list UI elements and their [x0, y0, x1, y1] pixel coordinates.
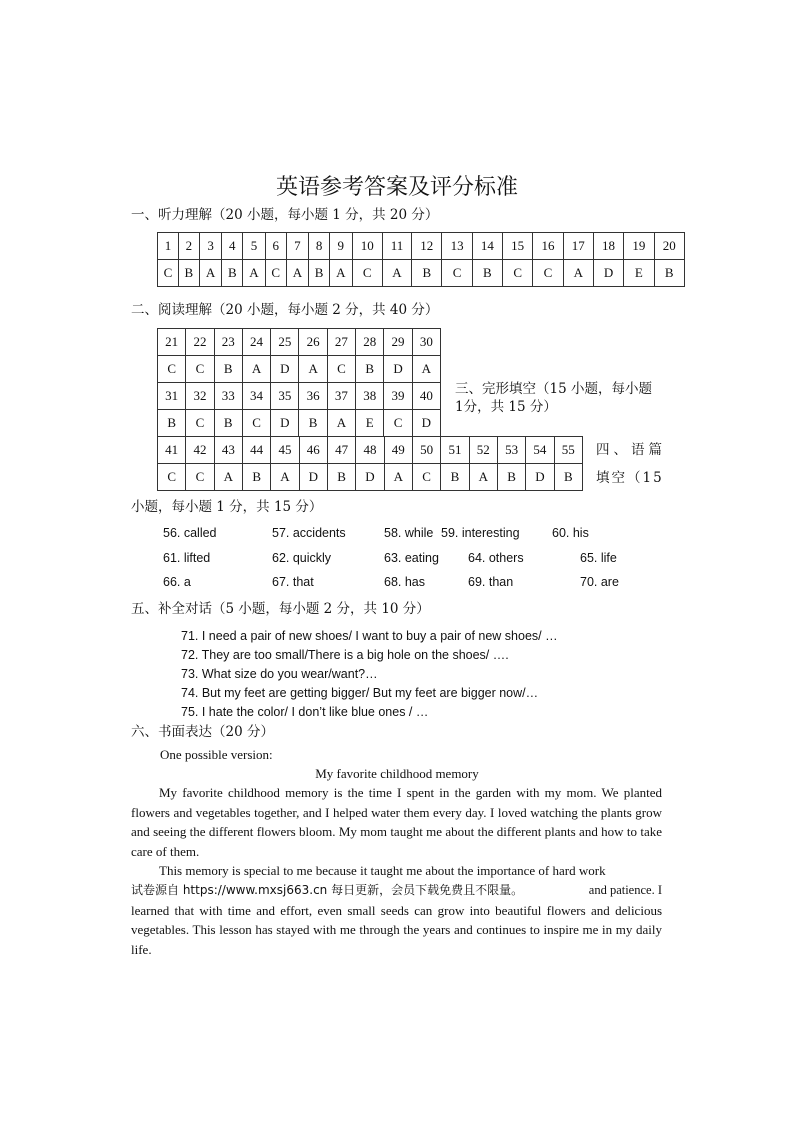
- answer-cell: 20: [654, 233, 685, 260]
- answer-cell: E: [356, 410, 384, 437]
- answer-cell: A: [330, 260, 352, 287]
- essay-paragraph-2-rest: learned that with time and effort, even small seeds can grow into beautiful flowers and delicious vegetables. This lesson has stayed with me through the years and continues to inspire me in my daily life.: [131, 902, 662, 957]
- cloze-answer-item: 69. than: [468, 575, 514, 589]
- answer-cell: D: [593, 260, 623, 287]
- answer-cell: D: [412, 410, 440, 437]
- answer-cell: 33: [214, 383, 242, 410]
- answer-cell: 49: [384, 437, 412, 464]
- answer-cell: B: [497, 464, 525, 491]
- answer-cell: C: [265, 260, 286, 287]
- answer-cell: 54: [526, 437, 554, 464]
- listening-answer-table: [157, 232, 685, 287]
- answer-cell: 55: [554, 437, 582, 464]
- reading-answer-table: [157, 328, 441, 437]
- answer-cell: D: [299, 464, 327, 491]
- answer-cell: 48: [356, 437, 384, 464]
- answer-cell: D: [356, 464, 384, 491]
- answer-cell: 38: [356, 383, 384, 410]
- answer-cell: 25: [271, 329, 299, 356]
- answer-cell: 21: [158, 329, 186, 356]
- answer-cell: B: [412, 260, 442, 287]
- answer-cell: 1: [158, 233, 179, 260]
- answer-cell: C: [158, 260, 179, 287]
- answer-cell: 3: [199, 233, 221, 260]
- section4-heading-part2: 填空（15: [596, 470, 664, 486]
- answer-cell: 46: [299, 437, 327, 464]
- cloze-answer-item: 65. life: [580, 551, 617, 565]
- cloze-answer-item: 61. lifted: [163, 551, 211, 565]
- answer-cell: A: [286, 260, 308, 287]
- answer-cell: 9: [330, 233, 352, 260]
- answer-cell: 29: [384, 329, 412, 356]
- dialogue-answer-71: 71. I need a pair of new shoes/ I want to buy a pair of new shoes/ …: [181, 629, 558, 643]
- answer-cell: C: [186, 410, 214, 437]
- answer-cell: A: [199, 260, 221, 287]
- cloze-answer-item: 58. while: [384, 526, 434, 540]
- answer-cell: 26: [299, 329, 327, 356]
- section2-heading: 二、阅读理解（20 小题，每小题 2 分，共 40 分）: [131, 302, 439, 318]
- answer-cell: B: [178, 260, 199, 287]
- cloze-answer-item: 63. eating: [384, 551, 439, 565]
- section1-heading: 一、听力理解（20 小题，每小题 1 分，共 20 分）: [131, 207, 439, 223]
- cloze-answer-item: 60. his: [552, 526, 589, 540]
- essay-paragraph-2-line-1: This memory is special to me because it taught me about the importance of hard work: [159, 863, 606, 878]
- answer-cell: 32: [186, 383, 214, 410]
- answer-cell: 41: [158, 437, 186, 464]
- answer-cell: D: [271, 356, 299, 383]
- answer-cell: 50: [412, 437, 440, 464]
- answer-cell: B: [554, 464, 582, 491]
- dialogue-answer-72: 72. They are too small/There is a big hole on the shoes/ ….: [181, 648, 509, 662]
- answer-cell: B: [214, 356, 242, 383]
- answer-cell: B: [242, 464, 270, 491]
- answer-cell: 43: [214, 437, 242, 464]
- answer-cell: B: [327, 464, 355, 491]
- answer-cell: 4: [222, 233, 243, 260]
- answer-cell: B: [472, 260, 502, 287]
- answer-cell: B: [441, 464, 469, 491]
- answer-cell: A: [384, 464, 412, 491]
- cloze-answer-item: 59. interesting: [441, 526, 520, 540]
- answer-cell: 24: [242, 329, 270, 356]
- answer-cell: 10: [352, 233, 382, 260]
- answer-cell: 45: [271, 437, 299, 464]
- answer-cell: 17: [563, 233, 593, 260]
- answer-cell: C: [186, 464, 214, 491]
- answer-cell: A: [299, 356, 327, 383]
- answer-cell: 31: [158, 383, 186, 410]
- answer-cell: C: [242, 410, 270, 437]
- answer-cell: A: [412, 356, 440, 383]
- dialogue-answer-74: 74. But my feet are getting bigger/ But my feet are bigger now/…: [181, 686, 539, 700]
- section6-heading: 六、书面表达（20 分）: [131, 724, 274, 740]
- essay-paragraph-2-continuation: and patience. I: [588, 882, 662, 897]
- answer-cell: A: [243, 260, 265, 287]
- answer-cell: 35: [271, 383, 299, 410]
- answer-cell: 11: [382, 233, 411, 260]
- answer-cell: B: [356, 356, 384, 383]
- answer-cell: 13: [442, 233, 472, 260]
- cloze-answer-item: 56. called: [163, 526, 217, 540]
- section4-heading-part3: 小题，每小题 1 分，共 15 分）: [131, 499, 323, 515]
- essay-title: My favorite childhood memory: [315, 766, 479, 781]
- answer-cell: A: [327, 410, 355, 437]
- answer-cell: 16: [533, 233, 563, 260]
- answer-cell: 47: [327, 437, 355, 464]
- answer-cell: 51: [441, 437, 469, 464]
- answer-cell: B: [222, 260, 243, 287]
- essay-paragraph-1: My favorite childhood memory is the time I spent in the garden with my mom. We planted flowers and vegetables together, and I helped water them every day. I loved watching the plants grow and seeing the different flowers bloom. My mom taught me about the different plants and how to take care of them.: [131, 785, 662, 859]
- answer-cell: D: [384, 356, 412, 383]
- dialogue-answer-75: 75. I hate the color/ I don’t like blue ones / …: [181, 705, 429, 719]
- section5-heading: 五、补全对话（5 小题，每小题 2 分，共 10 分）: [131, 601, 430, 617]
- cloze-answer-item: 68. has: [384, 575, 426, 589]
- cloze-answer-item: 67. that: [272, 575, 314, 589]
- answer-cell: 8: [309, 233, 330, 260]
- dialogue-answer-73: 73. What size do you wear/want?…: [181, 667, 378, 681]
- answer-cell: C: [327, 356, 355, 383]
- section3-heading-line1: 三、完形填空（15 小题，每小题: [455, 381, 652, 397]
- answer-cell: 22: [186, 329, 214, 356]
- answer-cell: 37: [327, 383, 355, 410]
- answer-cell: 6: [265, 233, 286, 260]
- answer-cell: A: [242, 356, 270, 383]
- watermark-text: 试卷源自 https://www.mxsj663.cn 每日更新，会员下载免费且不限量。: [131, 882, 524, 897]
- answer-cell: C: [442, 260, 472, 287]
- answer-cell: A: [469, 464, 497, 491]
- cloze-answer-item: 62. quickly: [272, 551, 332, 565]
- answer-cell: C: [384, 410, 412, 437]
- section3-heading-line2: 1分，共 15 分）: [455, 399, 557, 415]
- answer-cell: 5: [243, 233, 265, 260]
- page-title: 英语参考答案及评分标准: [275, 175, 518, 200]
- answer-cell: 2: [178, 233, 199, 260]
- answer-cell: A: [271, 464, 299, 491]
- answer-cell: 36: [299, 383, 327, 410]
- answer-cell: 34: [242, 383, 270, 410]
- cloze-answer-table: [157, 436, 583, 491]
- answer-cell: 18: [593, 233, 623, 260]
- answer-cell: C: [352, 260, 382, 287]
- answer-cell: B: [214, 410, 242, 437]
- answer-cell: 40: [412, 383, 440, 410]
- answer-cell: 14: [472, 233, 502, 260]
- answer-cell: C: [412, 464, 440, 491]
- answer-cell: 23: [214, 329, 242, 356]
- answer-cell: C: [533, 260, 563, 287]
- answer-cell: 30: [412, 329, 440, 356]
- answer-cell: C: [158, 356, 186, 383]
- answer-cell: 7: [286, 233, 308, 260]
- answer-cell: B: [309, 260, 330, 287]
- answer-cell: 15: [503, 233, 533, 260]
- essay-watermark-line: [131, 881, 662, 901]
- answer-cell: 27: [327, 329, 355, 356]
- section4-heading-part1: 四、语篇: [596, 442, 666, 458]
- answer-cell: D: [271, 410, 299, 437]
- answer-cell: 28: [356, 329, 384, 356]
- answer-cell: D: [526, 464, 554, 491]
- answer-cell: A: [563, 260, 593, 287]
- cloze-answer-item: 57. accidents: [272, 526, 346, 540]
- answer-cell: 53: [497, 437, 525, 464]
- essay-body: [131, 783, 662, 959]
- answer-cell: 44: [242, 437, 270, 464]
- cloze-answer-item: 66. a: [163, 575, 191, 589]
- answer-cell: 12: [412, 233, 442, 260]
- answer-cell: A: [214, 464, 242, 491]
- answer-cell: B: [299, 410, 327, 437]
- answer-cell: C: [503, 260, 533, 287]
- cloze-answer-item: 70. are: [580, 575, 619, 589]
- answer-cell: 52: [469, 437, 497, 464]
- answer-cell: C: [158, 464, 186, 491]
- answer-cell: B: [654, 260, 685, 287]
- essay-intro: One possible version:: [160, 747, 273, 762]
- answer-cell: 42: [186, 437, 214, 464]
- answer-cell: C: [186, 356, 214, 383]
- answer-cell: B: [158, 410, 186, 437]
- answer-cell: 39: [384, 383, 412, 410]
- cloze-answer-item: 64. others: [468, 551, 524, 565]
- answer-cell: A: [382, 260, 411, 287]
- answer-cell: E: [624, 260, 654, 287]
- answer-cell: 19: [624, 233, 654, 260]
